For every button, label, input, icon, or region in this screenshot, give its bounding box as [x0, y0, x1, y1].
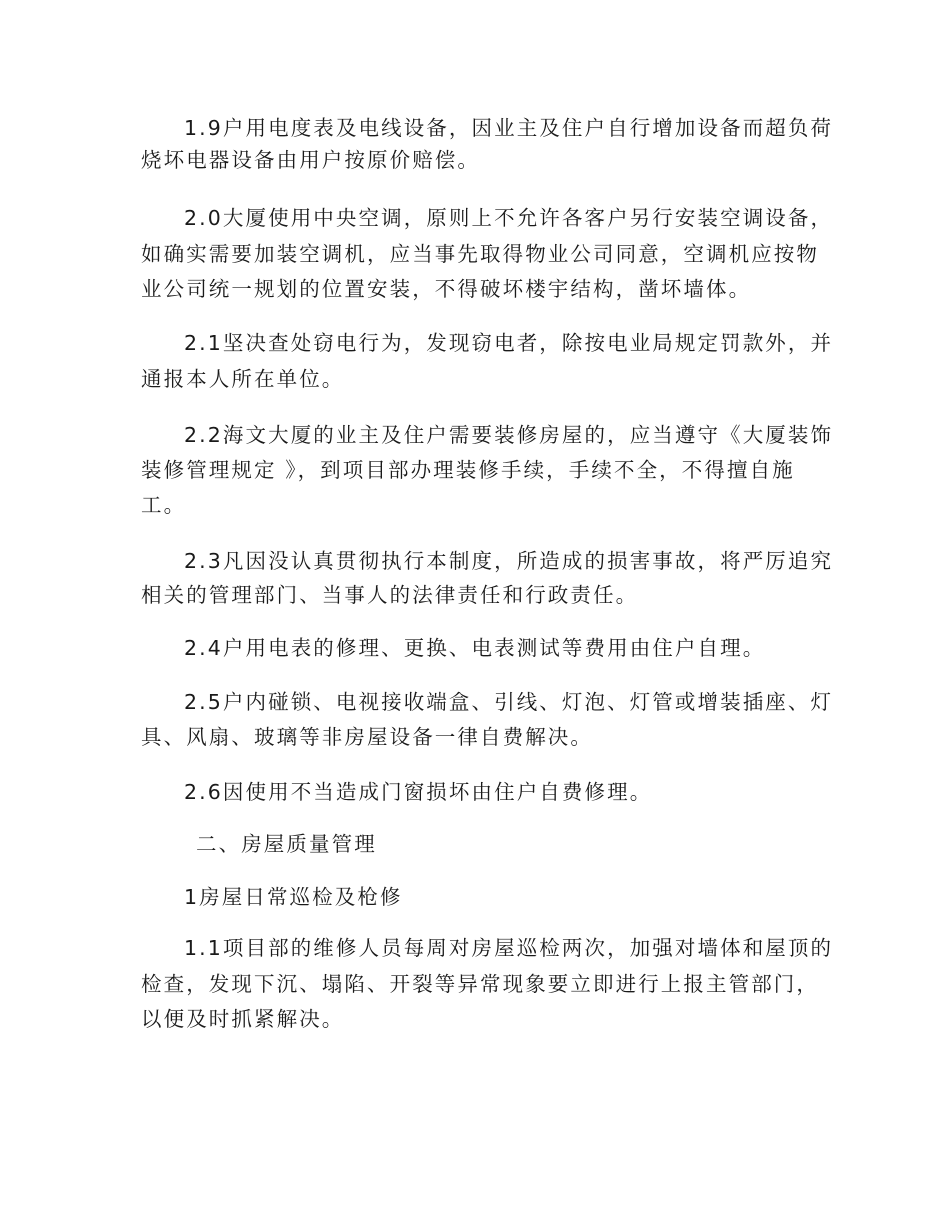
paragraph-1-1-line-1: 1.1项目部的维修人员每周对房屋巡检两次，加强对墙体和屋顶的 — [184, 936, 834, 960]
paragraph-1-9-line-1: 1.9户用电度表及电线设备，因业主及住户自行增加设备而超负荷 — [184, 116, 834, 140]
paragraph-2-3-line-1: 2.3凡因没认真贯彻执行本制度，所造成的损害事故，将严厉追究 — [184, 549, 834, 573]
paragraph-2-4: 2.4户用电表的修理、更换、电表测试等费用由住户自理。 — [184, 636, 766, 660]
subsection-heading: 1房屋日常巡检及枪修 — [184, 885, 403, 909]
paragraph-1-1-line-3: 以便及时抓紧解决。 — [141, 1007, 345, 1031]
paragraph-2-0-line-2: 如确实需要加装空调机，应当事先取得物业公司同意，空调机应按物 — [141, 242, 819, 266]
paragraph-2-2-line-1: 2.2海文大厦的业主及住户需要装修房屋的，应当遵守《大厦装饰 — [184, 423, 834, 447]
paragraph-2-6: 2.6因使用不当造成门窗损坏由住户自费修理。 — [184, 780, 653, 804]
paragraph-2-2-line-3: 工。 — [141, 493, 187, 517]
paragraph-2-5-line-2: 具、风扇、玻璃等非房屋设备一律自费解决。 — [141, 725, 593, 749]
paragraph-1-9-line-2: 烧坏电器设备由用户按原价赔偿。 — [141, 148, 480, 172]
paragraph-2-1-line-1: 2.1坚决查处窃电行为，发现窃电者，除按电业局规定罚款外，并 — [184, 331, 834, 355]
section-heading: 二、房屋质量管理 — [196, 832, 377, 856]
paragraph-2-0-line-1: 2.0大厦使用中央空调，原则上不允许各客户另行安装空调设备， — [184, 206, 834, 230]
paragraph-2-2-line-2: 装修管理规定 》，到项目部办理装修手续，手续不全，不得擅自施 — [141, 458, 795, 482]
paragraph-2-3-line-2: 相关的管理部门、当事人的法律责任和行政责任。 — [141, 583, 639, 607]
paragraph-1-1-line-2: 检查，发现下沉、塌陷、开裂等异常现象要立即进行上报主管部门， — [141, 972, 819, 996]
paragraph-2-1-line-2: 通报本人所在单位。 — [141, 367, 345, 391]
paragraph-2-0-line-3: 业公司统一规划的位置安装，不得破坏楼宇结构，凿坏墙体。 — [141, 277, 752, 301]
paragraph-2-5-line-1: 2.5户内碰锁、电视接收端盒、引线、灯泡、灯管或增装插座、灯 — [184, 690, 834, 714]
